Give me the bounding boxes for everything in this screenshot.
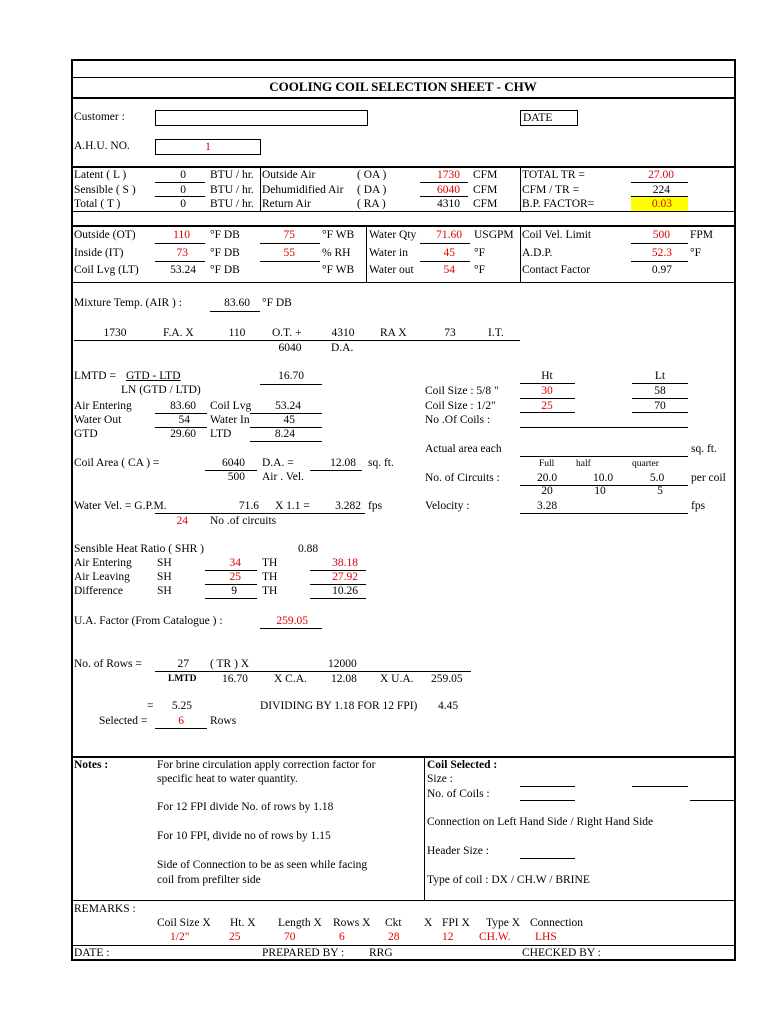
ahu-label: A.H.U. NO. [74, 140, 130, 152]
coil-12-lt: 70 [654, 400, 666, 412]
coil-58-ht: 30 [541, 385, 553, 397]
customer-label: Customer : [74, 111, 125, 123]
checked-by-label: CHECKED BY : [522, 947, 601, 959]
total-label: Total ( T ) [74, 198, 121, 210]
lt-db: 53.24 [170, 264, 196, 276]
coil-selected-title: Coil Selected : [427, 759, 498, 771]
remark-coil-size: 1/2" [170, 931, 190, 943]
adp-value: 52.3 [651, 247, 672, 259]
cfm-per-tr: 224 [652, 184, 670, 196]
remark-ckt: 28 [388, 931, 400, 943]
ra-cfm: 4310 [437, 198, 460, 210]
ahu-field[interactable] [155, 139, 261, 155]
customer-field[interactable] [155, 110, 368, 126]
rows-selected: 6 [178, 715, 184, 727]
water-qty: 71.60 [436, 229, 462, 241]
mixture-temp: 83.60 [224, 297, 250, 309]
ot-wb: 75 [283, 229, 295, 241]
frame-bottom [71, 959, 735, 961]
ot-db: 110 [173, 229, 190, 241]
date-field[interactable] [520, 110, 578, 126]
total-value: 0 [180, 198, 186, 210]
prepared-by-label: PREPARED BY : [262, 947, 345, 959]
circuits-quarter: 5.0 [649, 472, 665, 484]
rows-divided: 4.45 [438, 700, 459, 712]
total-tr: 27.00 [648, 169, 674, 181]
date-label: DATE [523, 112, 553, 124]
ahu-value: 1 [205, 141, 211, 153]
remark-rows: 6 [339, 931, 345, 943]
gtd-value: 29.60 [170, 428, 196, 440]
remark-fpi: 12 [442, 931, 454, 943]
ua-factor: 259.05 [276, 615, 308, 627]
coil-58-lt: 58 [654, 385, 666, 397]
remark-length: 70 [284, 931, 296, 943]
remark-type: CH.W. [479, 931, 511, 943]
al-sh: 25 [229, 571, 241, 583]
diff-sh: 9 [231, 585, 237, 597]
latent-label: Latent ( L ) [74, 169, 127, 181]
water-in: 45 [443, 247, 455, 259]
sensible-value: 0 [180, 184, 186, 196]
ltd-value: 8.24 [274, 428, 295, 440]
al-th: 27.92 [332, 571, 358, 583]
latent-value: 0 [180, 169, 186, 181]
sensible-label: Sensible ( S ) [74, 184, 136, 196]
remark-connection: LHS [535, 931, 557, 943]
circuits-full: 20.0 [536, 472, 558, 484]
rows-result: 5.25 [171, 700, 192, 712]
it-db: 73 [176, 247, 188, 259]
footer-date-label: DATE : [74, 947, 110, 959]
ae-sh: 34 [229, 557, 241, 569]
coil-area-value: 12.08 [330, 457, 356, 469]
frame-top [71, 59, 735, 61]
prepared-by-value: RRG [369, 947, 393, 959]
bp-factor: 0.03 [651, 198, 672, 210]
diff-th: 10.26 [332, 585, 358, 597]
remark-ht: 25 [229, 931, 241, 943]
velocity-value: 3.28 [536, 500, 558, 512]
shr-value: 0.88 [298, 543, 319, 555]
water-velocity: 3.282 [335, 500, 361, 512]
notes-title: Notes : [74, 759, 109, 771]
frame-right [734, 59, 736, 961]
circuits-half: 10.0 [592, 472, 614, 484]
coil-12-ht: 25 [541, 400, 553, 412]
lmtd-value: 16.70 [278, 370, 304, 382]
contact-factor: 0.97 [651, 264, 672, 276]
page-title: COOLING COIL SELECTION SHEET - CHW [269, 79, 537, 94]
frame-left [71, 59, 73, 961]
coil-vel-limit: 500 [652, 229, 670, 241]
water-circuits: 24 [176, 515, 188, 527]
oa-cfm: 1730 [437, 169, 460, 181]
da-cfm: 6040 [437, 184, 460, 196]
it-rh: 55 [283, 247, 295, 259]
ae-th: 38.18 [332, 557, 358, 569]
water-out: 54 [443, 264, 455, 276]
remarks-label: REMARKS : [74, 903, 136, 915]
